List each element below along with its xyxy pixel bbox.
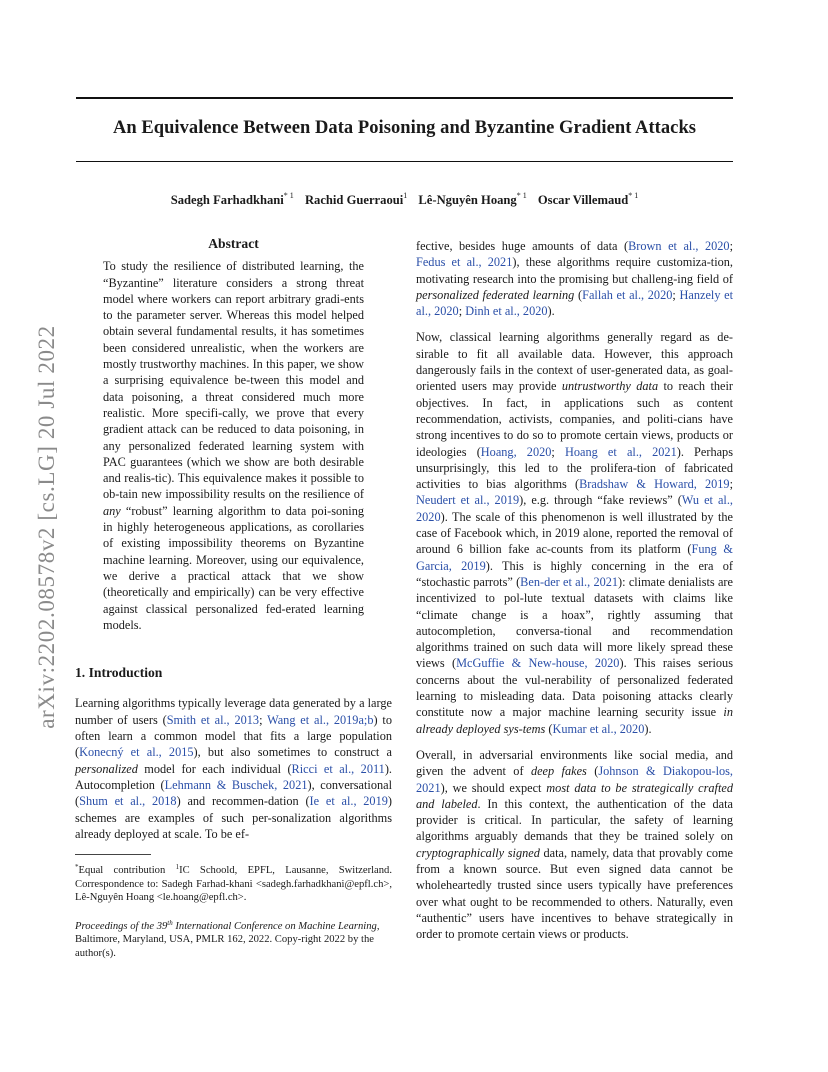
citation-link[interactable]: Hanzely et al., 2020 [416,287,734,319]
title-rule-top [76,97,733,99]
text: ). This raises serious concerns about the vul-nerability of personalized federated learning to misleading data. Data poisoning attacks clearly constitute now a major machine learning security issue [416,656,733,720]
author-name: Sadegh Farhadkhani [170,193,284,207]
right-column [416,238,733,942]
text: ). [547,304,555,319]
paper-title: An Equivalence Between Data Poisoning and Byzantine Gradient Attacks [112,118,697,138]
author-name: Oscar Villemaud [537,193,629,207]
author-list [76,191,733,208]
citation-link[interactable]: Hoang, 2020 [480,444,552,459]
footnote-text: IC Schoold, EPFL, Lausanne, Switzerland. Correspondence to: Sadegh Farhad-khani <sadegh.farhadkhani@epfl.ch>, Lê-Nguyên Hoang <le.hoang@epfl.ch>. [75,865,393,904]
proceedings-note [75,917,392,961]
text: ; [458,304,466,319]
text: Overall, in adversarial environments like social media, and given the advent of [416,747,733,779]
emphasis: personalized federated learning [416,287,575,302]
section-heading-introduction: 1. Introduction [75,665,163,681]
text: . In this context, the authentication of the data provider is critical. In particular, the safety of learning algorithms arguably demands that they be trained solely on [416,796,733,844]
author-affiliation-mark: * 1 [283,191,294,200]
text: ; [729,239,733,253]
text: ; [672,287,680,302]
ordinal-superscript: th [167,918,173,927]
citation-link[interactable]: Lehmann & Buschek, 2021 [164,777,308,792]
left-column [75,236,392,960]
text: ): climate denialists are incentivized to pol-lute textual datasets with claims like “climate change is a hoax”, rightly assuming that autocompletion, conversa-tional and recommendation algorithms trained on such data will more likely spread these views ( [416,574,733,671]
text: data, namely, data that provably come from a known source. But even signed data cannot be wholeheartedly trusted since users typically have preferences over what ought to be recommended to others. Naturally, even “authentic” users have incentives to behave strategically in order to promote certain views or products. [416,845,733,942]
citation-link[interactable]: Dinh et al., 2020 [465,304,548,319]
author-name: Lê-Nguyên Hoang [418,193,517,207]
body-paragraph [416,329,733,736]
footnote-mark: 1 [175,863,180,872]
text: ( [586,764,599,779]
text: ), e.g. through “fake reviews” ( [519,493,682,508]
proceedings-text: Proceedings of the 39 [75,920,168,932]
text: Now, classical learning algorithms generally regard as de-sirable to fit all available data. However, this approach dangerously fails in the context of user-generated data, as goal-oriented users may provide [416,330,733,394]
text: ; [729,477,733,492]
text: ) and recommen-dation ( [176,794,310,809]
citation-link[interactable]: Wu et al., 2020 [416,493,733,524]
citation-link[interactable]: Neudert et al., 2019 [416,493,520,508]
text: ). Perhaps unsurprisingly, this led to the prolifera-tion of fabricated activities to bias algorithms ( [416,444,733,492]
citation-link[interactable]: Wang et al., 2019a;b [267,712,374,727]
abstract-text [103,258,364,633]
abstract-heading: Abstract [208,236,259,251]
author-affiliation-mark: 1 [403,191,408,200]
text: ). Autocompletion ( [75,761,392,792]
citation-link[interactable]: Johnson & Diakopou-los, 2021 [416,764,733,795]
text: ) to often learn a common model that fits a large population ( [75,712,392,760]
text: ). [644,721,652,736]
citation-link[interactable]: Bradshaw & Howard, 2019 [579,477,730,492]
citation-link[interactable]: Kumar et al., 2020 [552,721,645,736]
footnote-mark: * [75,863,79,872]
text: ), these algorithms require customiza-tion, motivating research into the promising but challeng-ing field of [416,255,734,286]
body-paragraph [416,747,733,943]
footnote-text: Equal contribution [78,865,176,877]
abstract-text-part: To study the resilience of distributed learning, the “Byzantine” literature considers a strong threat model where workers can report arbitrary gradi-ents to the parameter server. Whereas this model helped obtain several fundamental results, it has sometimes been considered unrealistic, when the workers are mostly trustworthy machines. In this paper, we show a surprising equivalence be-tween this model and data poisoning, a threat considered much more realistic. More specifi-cally, we prove that every gradient attack can be reduced to data poisoning, in any personalized federated learning system with PAC guarantees (which we show are both desirable and realis-tic). This equivalence makes it possible to ob-tain new impossibility results on the resilience of [103,259,364,502]
emphasis: cryptographically signed [416,845,540,860]
text: ( [545,721,553,736]
footnote [75,861,392,905]
citation-link[interactable]: Ben-der et al., 2021 [520,574,619,589]
citation-link[interactable]: Shum et al., 2018 [79,794,177,809]
citation-link[interactable]: McGuffie & New-house, 2020 [456,656,620,671]
text: fective, besides huge amounts of data ( [416,239,629,253]
emphasis: deep fakes [530,764,587,779]
citation-link[interactable]: Ie et al., 2019 [309,794,388,809]
body-paragraph [416,238,733,319]
citation-link[interactable]: Konecný et al., 2015 [79,745,194,760]
text: ). This is highly concerning in the era of “stochastic parrots” ( [416,558,733,589]
text: ; [259,712,268,727]
citation-link[interactable]: Fedus et al., 2021 [416,255,513,270]
citation-link[interactable]: Fung & Garcia, 2019 [416,542,733,573]
author-name: Rachid Guerraoui [304,193,404,207]
text: ). The scale of this phenomenon is well illustrated by the case of Facebook which, in 2019 alone, reported the removal of around 6 billion fake ac-counts from its platform ( [416,509,733,557]
citation-link[interactable]: Hoang et al., 2021 [564,444,677,459]
text: Learning algorithms typically leverage data generated by a large number of users ( [75,696,392,727]
text: ), but also sometimes to construct a [193,745,392,760]
citation-link[interactable]: Brown et al., 2020 [628,239,730,253]
title-rule-bottom [76,161,733,162]
citation-link[interactable]: Ricci et al., 2011 [291,761,385,776]
arxiv-identifier: arXiv:2202.08578v2 [cs.LG] 20 Jul 2022 [34,325,59,729]
emphasis: personalized [75,761,138,776]
text: ), we should expect [440,780,547,795]
text: ( [574,287,583,302]
emphasis: untrustworthy data [561,379,659,394]
footnote-rule [75,854,151,855]
author-affiliation-mark: * 1 [516,191,527,200]
text: ; [551,444,565,459]
proceedings-text: International Conference on Machine Learning [172,920,377,932]
text: ) schemes are examples of such per-sonalization algorithms already deployed at scale. To be ef- [75,794,392,841]
emphasis: in already deployed sys-tems [416,705,733,736]
abstract-emphasis: any [103,503,121,518]
proceedings-text: , Baltimore, Maryland, USA, PMLR 162, 2022. Copy-right 2022 by the author(s). [75,920,380,959]
text: ), conversational ( [75,777,393,809]
author-affiliation-mark: * 1 [628,191,639,200]
intro-paragraph [75,695,392,842]
text: to reach their objectives. In fact, in applications such as content recommendation, activists, companies, and politi-cians have strong incentives to do so to promote certain views, products or ideologies ( [416,379,733,459]
citation-link[interactable]: Fallah et al., 2020 [582,287,673,302]
abstract-text-part: “robust” learning algorithm to data poi-soning in highly heterogeneous applications, as corollaries of existing impossibility theorems on Byzantine machine learning. Moreover, using our equivalence, we derive a practical attack that we show (theoretically and empirically) can be very effective against classical personalized fed-erated learning models. [103,503,364,632]
text: model for each individual ( [137,761,292,776]
citation-link[interactable]: Smith et al., 2013 [166,712,260,727]
emphasis: most data to be strategically crafted and labeled [416,780,733,811]
